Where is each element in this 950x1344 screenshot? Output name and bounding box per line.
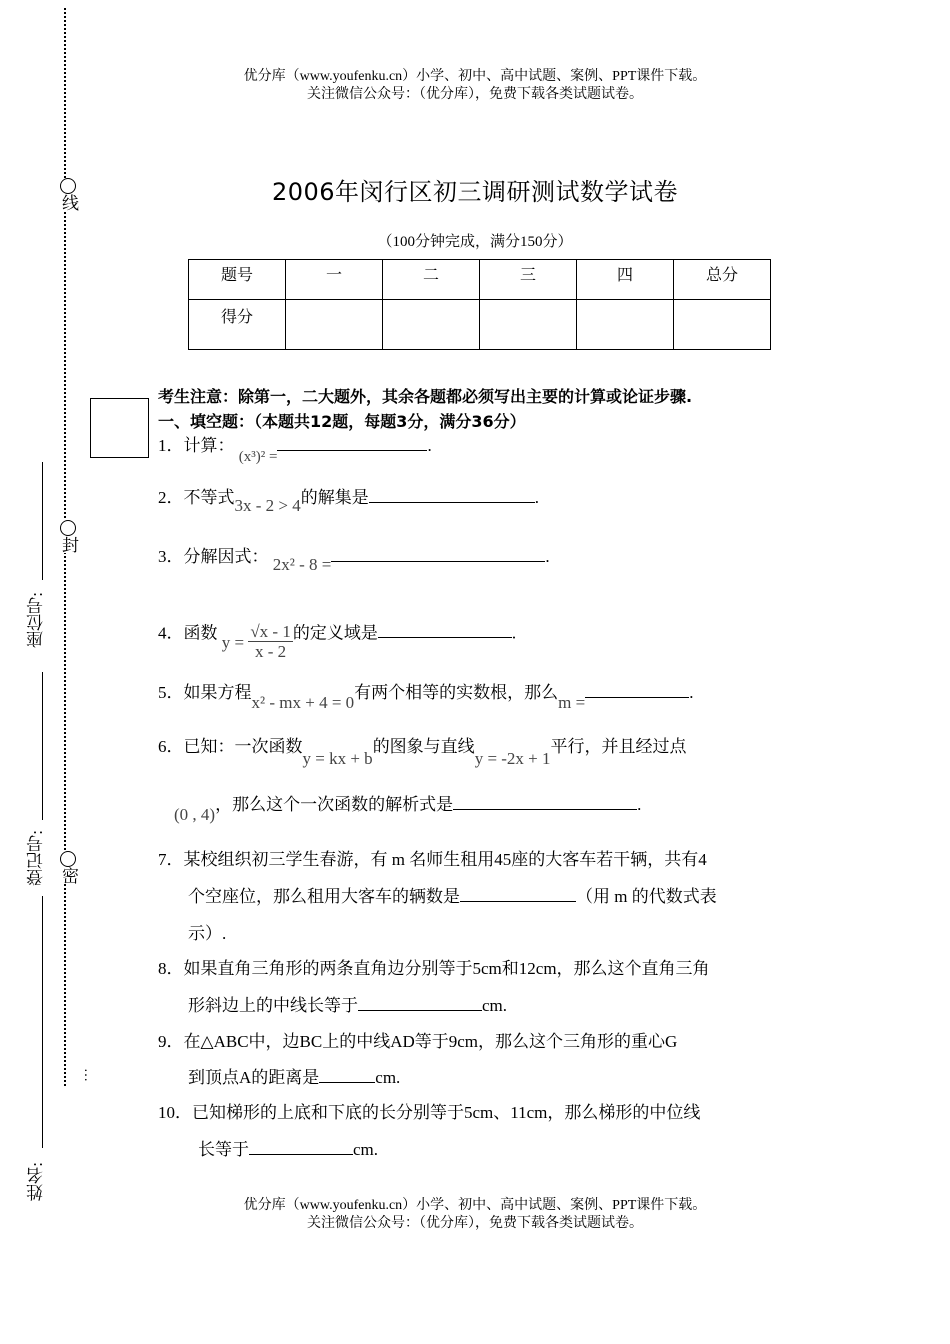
score-header-cell: 四 — [577, 260, 674, 300]
seal-circle-icon — [60, 520, 76, 536]
score-cell — [674, 300, 771, 350]
question-10: 10．已知梯形的上底和下底的长分别等于5cm、11cm，那么梯形的中位线 — [158, 1103, 701, 1122]
exam-subtitle: （100分钟完成，满分150分） — [377, 234, 573, 250]
score-table — [188, 259, 771, 350]
question-9: 9．在△ABC中，边BC上的中线AD等于9cm，那么这个三角形的重心G — [158, 1032, 678, 1051]
answer-blank[interactable] — [358, 996, 482, 1011]
score-header-cell: 总分 — [674, 260, 771, 300]
score-header-cell: 题号 — [189, 260, 286, 300]
answer-blank[interactable] — [331, 547, 545, 562]
header-line-2: 关注微信公众号：（优分库），免费下载各类试题试卷。 — [307, 87, 643, 102]
question-8: 8．如果直角三角形的两条直角边分别等于5cm和12cm，那么这个直角三角 — [158, 959, 710, 978]
question-6-cont: (0 , 4)，那么这个一次函数的解析式是 . — [174, 795, 642, 824]
answer-blank[interactable] — [369, 488, 535, 503]
seal-xian: 线 — [56, 178, 81, 211]
question-7: 7．某校组织初三学生春游，有 m 名师生租用45座的大客车若干辆，共有4 — [158, 850, 707, 869]
answer-blank[interactable] — [453, 795, 637, 810]
notice: 考生注意：除第一，二大题外，其余各题都必须写出主要的计算或论证步骤. — [158, 387, 693, 406]
exam-title: 2006年闵行区初三调研测试数学试卷 — [271, 178, 679, 206]
name-line — [42, 896, 43, 1148]
question-6: 6．已知：一次函数y = kx + b的图象与直线y = -2x + 1平行，并且经过点 — [158, 737, 687, 768]
question-4: 4．函数 y = $\frac{√x - 1}{x - 2}$ 的定义域是 . — [158, 622, 517, 661]
question-3: 3．分解因式： 2x² - 8 = . — [158, 547, 550, 574]
answer-blank[interactable] — [249, 1140, 353, 1155]
binding-dots: … — [81, 1068, 96, 1082]
header-line-1: 优分库（www.youfenku.cn）小学、初中、高中试题、案例、PPT课件下载。 — [243, 69, 707, 84]
name-label: 姓名: — [27, 1162, 46, 1201]
answer-blank[interactable] — [378, 623, 512, 638]
answer-blank[interactable] — [460, 887, 576, 902]
question-5: 5．如果方程x² - mx + 4 = 0有两个相等的实数根，那么m =. — [158, 683, 694, 712]
score-cell — [286, 300, 383, 350]
score-cell — [383, 300, 480, 350]
footer-line-2: 关注微信公众号：（优分库），免费下载各类试题试卷。 — [307, 1216, 643, 1231]
score-cell — [480, 300, 577, 350]
section-heading: 一、填空题：（本题共12题，每题3分，满分36分） — [158, 412, 526, 431]
answer-blank[interactable] — [277, 436, 427, 451]
question-2: 2．不等式3x - 2 > 4的解集是 . — [158, 488, 539, 515]
seat-line — [42, 462, 43, 580]
seat-label: 座位号: — [27, 592, 46, 648]
answer-blank[interactable] — [319, 1068, 375, 1083]
question-9-line2: 到顶点A的距离是 cm. — [188, 1068, 401, 1087]
answer-blank[interactable] — [585, 683, 689, 698]
seal-mi: 密 — [56, 851, 81, 884]
question-7-line2: 个空座位，那么租用大客车的辆数是 （用 m 的代数式表 — [188, 887, 717, 906]
seat-number-box — [90, 398, 149, 458]
question-1: 1．计算： (x³)² =. — [158, 436, 432, 465]
reg-label: 登记号: — [27, 830, 46, 886]
score-header-cell: 三 — [480, 260, 577, 300]
footer-line-1: 优分库（www.youfenku.cn）小学、初中、高中试题、案例、PPT课件下载。 — [243, 1198, 707, 1213]
score-row-label: 得分 — [189, 300, 286, 350]
reg-line — [42, 672, 43, 820]
question-10-line2: 长等于 cm. — [198, 1140, 379, 1159]
seal-feng: 封 — [56, 520, 81, 553]
question-8-line2: 形斜边上的中线长等于 cm. — [188, 996, 508, 1015]
score-header-cell: 一 — [286, 260, 383, 300]
question-7-line3: 示）. — [188, 924, 227, 943]
seal-circle-icon — [60, 851, 76, 867]
score-header-cell: 二 — [383, 260, 480, 300]
score-cell — [577, 300, 674, 350]
